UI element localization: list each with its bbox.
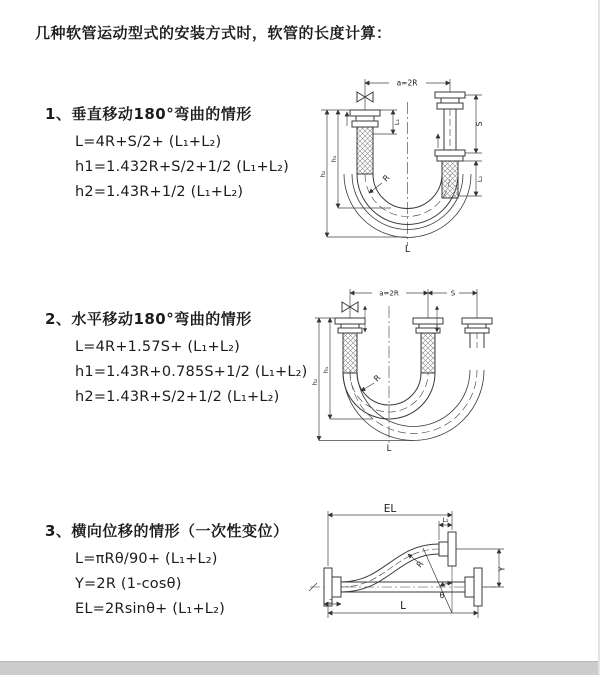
dim-label-l: L xyxy=(400,600,406,612)
section-heading: 1、垂直移动180°弯曲的情形 xyxy=(45,105,252,123)
dim-label-l2: L₂ xyxy=(476,175,484,183)
dim-label-theta: θ xyxy=(439,591,445,600)
hose-assembly xyxy=(335,302,492,446)
formula-length: L=πRθ/90+ (L₁+L₂) xyxy=(75,551,218,567)
dim-label-l: L xyxy=(386,444,392,454)
dim-label-h1: h₁ xyxy=(330,155,338,163)
dim-label-l1: L₁ xyxy=(327,598,334,604)
formula-h1: h1=1.432R+S/2+1/2 (L₁+L₂) xyxy=(75,159,289,175)
dim-label-h2: h₂ xyxy=(319,170,327,178)
formula-el: EL=2Rsinθ+ (L₁+L₂) xyxy=(75,601,225,617)
dim-label-l1: L₁ xyxy=(393,118,401,126)
dim-label-y: Y xyxy=(497,566,507,572)
dim-label-r: R xyxy=(414,559,426,570)
dim-label-s: S xyxy=(450,289,456,298)
dim-label-r: R xyxy=(372,373,383,384)
diagram-vertical-180-bend xyxy=(305,66,600,266)
section-heading: 2、水平移动180°弯曲的情形 xyxy=(45,310,252,328)
dim-label-r: R xyxy=(381,173,392,184)
diagram-horizontal-180-bend xyxy=(303,278,598,463)
dim-label-l: L xyxy=(404,244,411,255)
formula-h2: h2=1.43R+S/2+1/2 (L₁+L₂) xyxy=(75,389,280,405)
dim-label-s: S xyxy=(475,121,484,127)
formula-length: L=4R+1.57S+ (L₁+L₂) xyxy=(75,339,240,355)
dim-label-h2: h₂ xyxy=(311,378,319,386)
dim-label-span: a=2R xyxy=(379,289,399,298)
dimension-lines xyxy=(315,289,477,441)
hose-assembly xyxy=(344,92,471,246)
section-horizontal-movement xyxy=(45,308,315,410)
formula-h1: h1=1.43R+0.785S+1/2 (L₁+L₂) xyxy=(75,364,308,380)
section-vertical-movement xyxy=(45,103,315,205)
dim-label-el: EL xyxy=(383,503,397,515)
section-heading: 3、横向位移的情形（一次性变位） xyxy=(45,522,289,540)
dim-label-h1: h₁ xyxy=(322,366,330,374)
formula-y: Y=2R (1-cosθ) xyxy=(75,576,182,592)
section-lateral-displacement xyxy=(45,520,315,622)
scan-edge-bottom xyxy=(0,661,600,675)
formula-h2: h2=1.43R+1/2 (L₁+L₂) xyxy=(75,184,244,200)
dim-label-l2: L₂ xyxy=(442,516,449,524)
page-title: 几种软管运动型式的安装方式时，软管的长度计算： xyxy=(35,24,392,42)
dim-label-span: a=2R xyxy=(396,78,418,88)
formula-length: L=4R+S/2+ (L₁+L₂) xyxy=(75,134,222,150)
diagram-lateral-displacement xyxy=(296,496,596,671)
